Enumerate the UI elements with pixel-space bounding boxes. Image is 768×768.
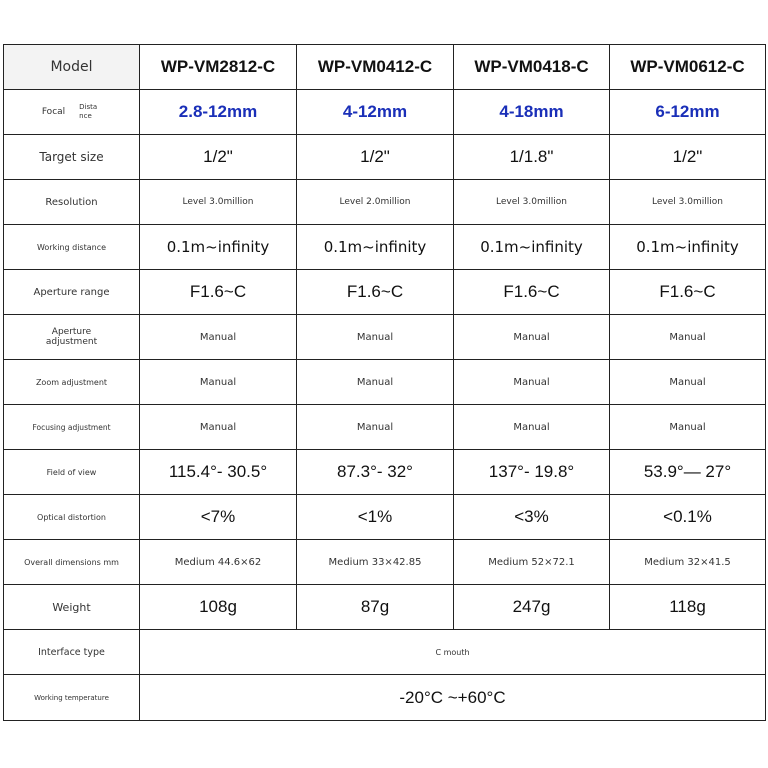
aperture-range-row [4,270,766,315]
focusing-adjustment-value-2: Manual [297,405,454,450]
optical-distortion-value-4: <0.1% [610,495,766,540]
weight-value-2: 87g [297,585,454,630]
target-value-1: 1/2" [140,135,297,180]
aperture-range-value-4: F1.6~C [610,270,766,315]
focal-value-2: 4-12mm [297,90,454,135]
aperture-range-value-2: F1.6~C [297,270,454,315]
optical-distortion-value-3: <3% [454,495,610,540]
overall-dimensions-value-4: Medium 32×41.5 [610,540,766,585]
header-row [4,45,766,90]
working-distance-row [4,225,766,270]
model-4: WP-VM0612-C [610,45,766,90]
zoom-adjustment-label: Zoom adjustment [4,360,140,405]
focusing-adjustment-label: Focusing adjustment [4,405,140,450]
focal-label [4,90,140,135]
resolution-value-4: Level 3.0million [610,180,766,225]
aperture-adjustment-label-text: Aperture adjustment [45,326,98,347]
optical-distortion-row [4,495,766,540]
target-value-3: 1/1.8" [454,135,610,180]
weight-value-1: 108g [140,585,297,630]
focal-value-3: 4-18mm [454,90,610,135]
optical-distortion-value-1: <7% [140,495,297,540]
focusing-adjustment-row [4,405,766,450]
aperture-adjustment-value-4: Manual [610,315,766,360]
optical-distortion-label: Optical distortion [4,495,140,540]
working-distance-value-2: 0.1m~infinity [297,225,454,270]
focal-label-b: Distance [79,103,98,120]
overall-dimensions-value-1: Medium 44.6×62 [140,540,297,585]
working-distance-value-3: 0.1m~infinity [454,225,610,270]
weight-value-3: 247g [454,585,610,630]
zoom-adjustment-value-3: Manual [454,360,610,405]
working-distance-value-1: 0.1m~infinity [140,225,297,270]
aperture-adjustment-value-2: Manual [297,315,454,360]
zoom-adjustment-row [4,360,766,405]
model-3: WP-VM0418-C [454,45,610,90]
working-temperature-value: -20°C ~+60°C [140,675,766,721]
focal-label-a: Focal [41,107,66,117]
resolution-row [4,180,766,225]
weight-row [4,585,766,630]
field-of-view-value-2: 87.3°- 32° [297,450,454,495]
spec-table [3,44,766,721]
zoom-adjustment-value-1: Manual [140,360,297,405]
field-of-view-value-3: 137°- 19.8° [454,450,610,495]
aperture-adjustment-row [4,315,766,360]
overall-dimensions-row [4,540,766,585]
interface-type-label: Interface type [4,630,140,675]
resolution-label: Resolution [4,180,140,225]
working-distance-label: Working distance [4,225,140,270]
overall-dimensions-label: Overall dimensions mm [4,540,140,585]
working-temperature-label: Working temperature [4,675,140,721]
aperture-adjustment-label [4,315,140,360]
target-row [4,135,766,180]
target-value-2: 1/2" [297,135,454,180]
zoom-adjustment-value-2: Manual [297,360,454,405]
focal-value-1: 2.8-12mm [140,90,297,135]
resolution-value-3: Level 3.0million [454,180,610,225]
aperture-range-value-3: F1.6~C [454,270,610,315]
aperture-range-label: Aperture range [4,270,140,315]
field-of-view-label: Field of view [4,450,140,495]
interface-type-row [4,630,766,675]
optical-distortion-value-2: <1% [297,495,454,540]
field-of-view-value-4: 53.9°— 27° [610,450,766,495]
header-label: Model [4,45,140,90]
weight-label: Weight [4,585,140,630]
aperture-adjustment-value-1: Manual [140,315,297,360]
resolution-value-2: Level 2.0million [297,180,454,225]
working-distance-value-4: 0.1m~infinity [610,225,766,270]
focusing-adjustment-value-3: Manual [454,405,610,450]
focal-row [4,90,766,135]
aperture-range-value-1: F1.6~C [140,270,297,315]
zoom-adjustment-value-4: Manual [610,360,766,405]
resolution-value-1: Level 3.0million [140,180,297,225]
target-label: Target size [4,135,140,180]
interface-type-value: C mouth [140,630,766,675]
focusing-adjustment-value-4: Manual [610,405,766,450]
field-of-view-value-1: 115.4°- 30.5° [140,450,297,495]
focal-value-4: 6-12mm [610,90,766,135]
overall-dimensions-value-2: Medium 33×42.85 [297,540,454,585]
overall-dimensions-value-3: Medium 52×72.1 [454,540,610,585]
field-of-view-row [4,450,766,495]
focusing-adjustment-value-1: Manual [140,405,297,450]
model-1: WP-VM2812-C [140,45,297,90]
aperture-adjustment-value-3: Manual [454,315,610,360]
working-temperature-row [4,675,766,721]
target-value-4: 1/2" [610,135,766,180]
model-2: WP-VM0412-C [297,45,454,90]
weight-value-4: 118g [610,585,766,630]
